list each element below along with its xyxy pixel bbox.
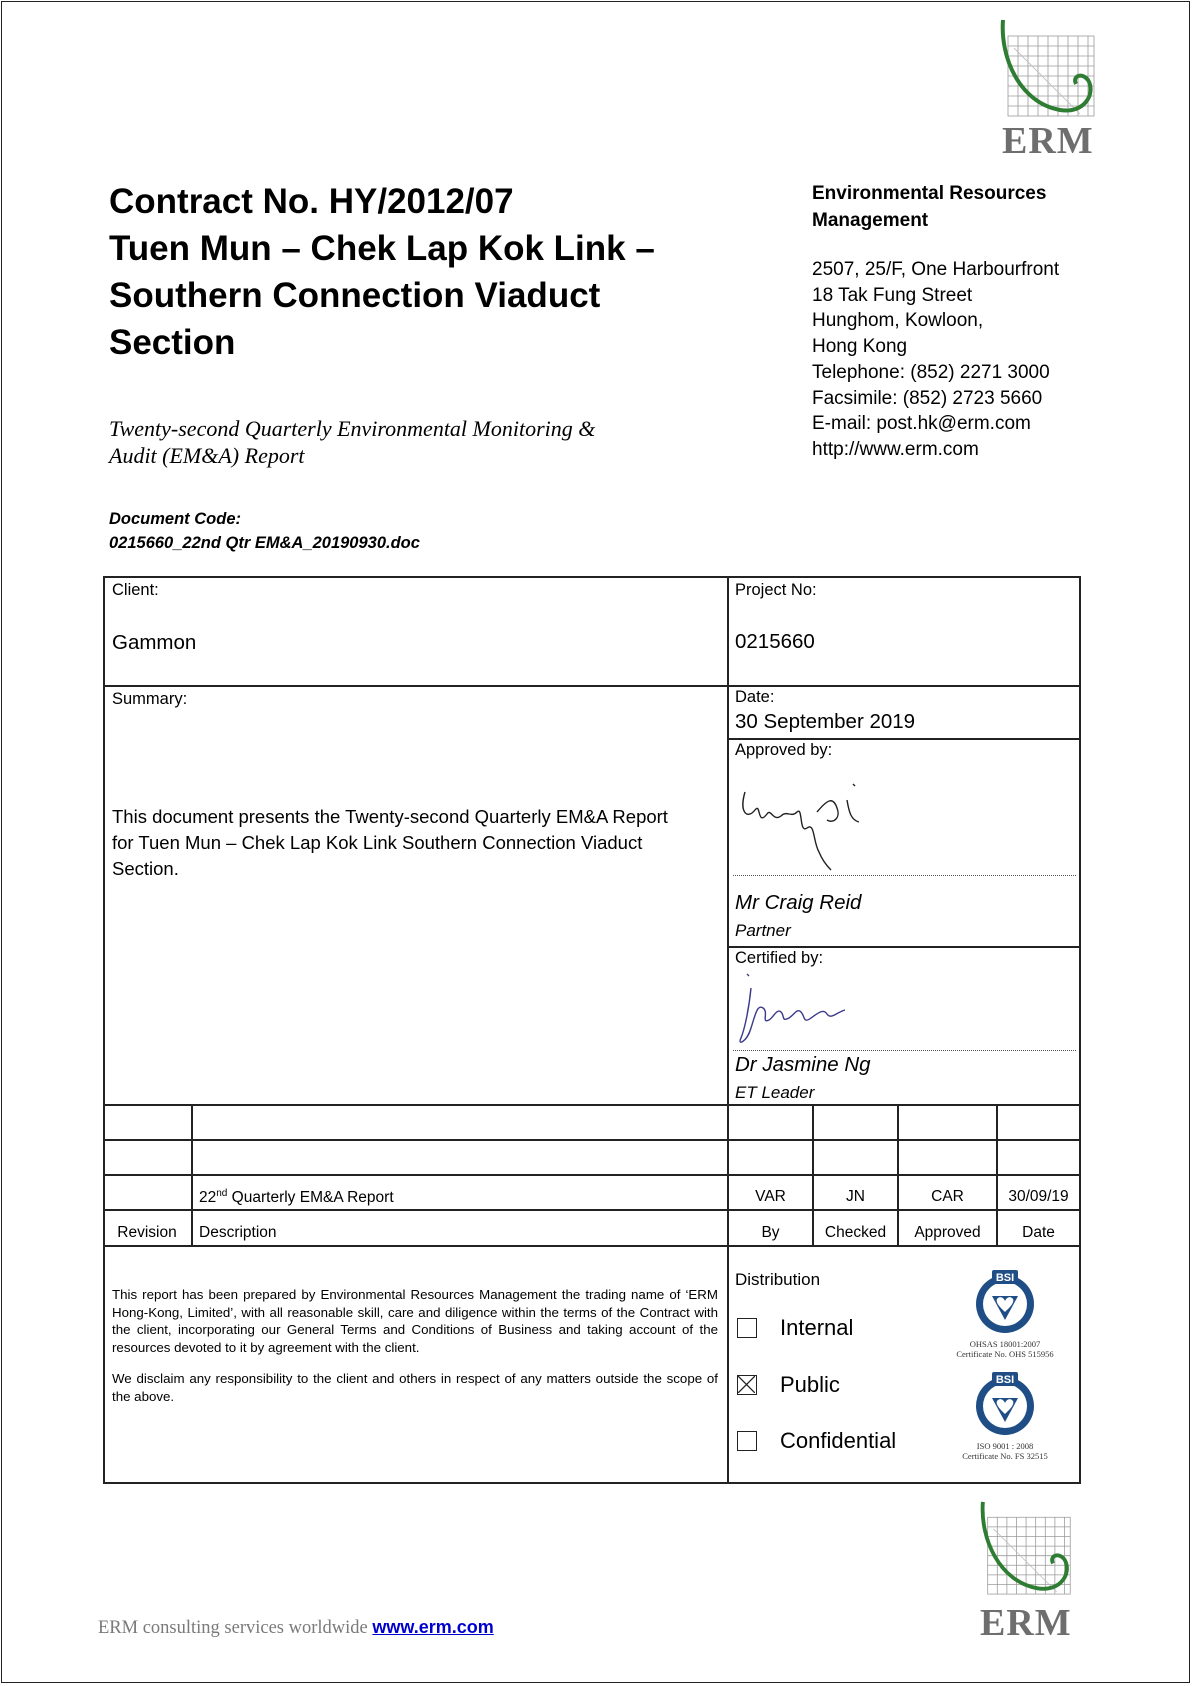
certifier-role: ET Leader [735,1083,815,1102]
date-value: 30 September 2019 [735,710,916,733]
footer-text: ERM consulting services worldwide [98,1618,373,1638]
telephone-line: Telephone: (852) 2271 3000 [812,361,1050,383]
address-line: Hunghom, Kowloon, [812,310,984,332]
header-approved: Approved [914,1224,981,1241]
document-code-label: Document Code: [109,510,241,528]
footer [98,1617,494,1639]
distribution-label: Distribution [735,1270,821,1289]
contract-title [109,178,749,366]
erm-logo-graphic [1000,18,1100,118]
summary-line: This document presents the Twenty-second Quarterly EM&A Report [112,806,668,827]
internal-label: Internal [780,1315,854,1340]
subtitle-line: Twenty-second Quarterly Environmental Monitoring & [109,416,596,441]
certifier-name: Dr Jasmine Ng [735,1053,871,1076]
revision-by: VAR [755,1188,786,1205]
rev-desc-text: Quarterly EM&A Report [227,1189,394,1207]
email-line[interactable]: E-mail: post.hk@erm.com [812,413,1031,435]
bsi-text: BSI [995,1272,1015,1284]
erm-name-line: Environmental Resources [812,183,1047,204]
facsimile-line: Facsimile: (852) 2723 5660 [812,387,1043,409]
approved-label: Approved by: [735,741,833,759]
bsi-text: BSI [995,1374,1015,1386]
summary-line: for Tuen Mun – Chek Lap Kok Link Southern Connection Viaduct [112,832,643,853]
certified-label: Certified by: [735,949,824,967]
date-label: Date: [735,688,775,706]
revision-approved: CAR [931,1188,964,1205]
document-code-value: 0215660_22nd Qtr EM&A_20190930.doc [109,534,420,552]
erm-name-line: Management [812,210,929,231]
summary-label: Summary: [112,690,188,708]
approver-name: Mr Craig Reid [735,891,862,914]
iso-line2: Certificate No. FS 32515 [962,1451,1048,1461]
ohsas-line1: OHSAS 18001:2007 [969,1339,1041,1349]
disclaimer-paragraph-2: We disclaim any responsibility to the client and others in respect of any matters outside the scope of the above. [112,1371,718,1404]
revision-description [199,1188,394,1207]
bsi-logo-icon [970,1268,1040,1334]
header-description: Description [199,1224,277,1241]
address-line: Hong Kong [812,336,908,358]
project-label: Project No: [735,581,817,599]
erm-company-name [812,180,1102,234]
client-label: Client: [112,581,159,599]
confidential-checkbox[interactable] [737,1431,757,1451]
erm-logo-bottom [978,1500,1078,1644]
iso-line1: ISO 9001 : 2008 [976,1441,1034,1451]
approver-signature [737,772,887,872]
header-by: By [761,1224,780,1241]
header-checked: Checked [824,1224,887,1241]
header-revision: Revision [117,1224,177,1241]
checkbox-x-icon [738,1376,755,1393]
title-line: Section [109,323,236,362]
bsi-iso-mark [935,1370,1075,1461]
title-line: Southern Connection Viaduct [109,276,601,315]
ohsas-line2: Certificate No. OHS 515956 [956,1349,1054,1359]
public-label: Public [780,1372,840,1397]
internal-checkbox[interactable] [737,1318,757,1338]
footer-link[interactable]: www.erm.com [372,1617,494,1637]
document-code [109,507,420,555]
erm-logo-text: ERM [980,1602,1072,1644]
address-line: 18 Tak Fung Street [812,284,973,306]
title-line: Contract No. HY/2012/07 [109,182,514,221]
erm-logo-top [1000,18,1100,162]
rev-sup: nd [216,1188,228,1199]
title-line: Tuen Mun – Chek Lap Kok Link – [109,229,655,268]
erm-logo-text: ERM [1002,120,1094,162]
erm-address [812,257,1059,463]
client-value: Gammon [112,631,197,654]
erm-logo-graphic [978,1500,1078,1596]
certifier-signature [737,968,867,1048]
revision-date: 30/09/19 [1008,1188,1069,1205]
bsi-logo-icon [970,1370,1040,1436]
header-date: Date [1022,1224,1055,1241]
subtitle-line: Audit (EM&A) Report [109,443,305,468]
report-subtitle [109,415,709,469]
public-checkbox[interactable] [737,1375,757,1395]
rev-num: 22 [199,1189,217,1207]
document-info-table [103,576,1080,1484]
summary-text [112,804,668,882]
address-line: 2507, 25/F, One Harbourfront [812,259,1060,280]
disclaimer-paragraph-1: This report has been prepared by Environmental Resources Management the trading name of ‘ERM Hong-Kong, Limited’, with all reasonable skill, care and diligence within the terms of the Contract with the client, incorporating our General Terms and Conditions of Business and taking account of the resources devoted to it by agreement with the client. [112,1287,718,1355]
project-value: 0215660 [735,630,815,653]
website-line[interactable]: http://www.erm.com [812,438,979,460]
confidential-label: Confidential [780,1428,897,1453]
revision-checked: JN [846,1188,865,1205]
bsi-ohsas-mark [935,1268,1075,1359]
approver-role: Partner [735,921,791,940]
summary-line: Section. [112,858,179,879]
